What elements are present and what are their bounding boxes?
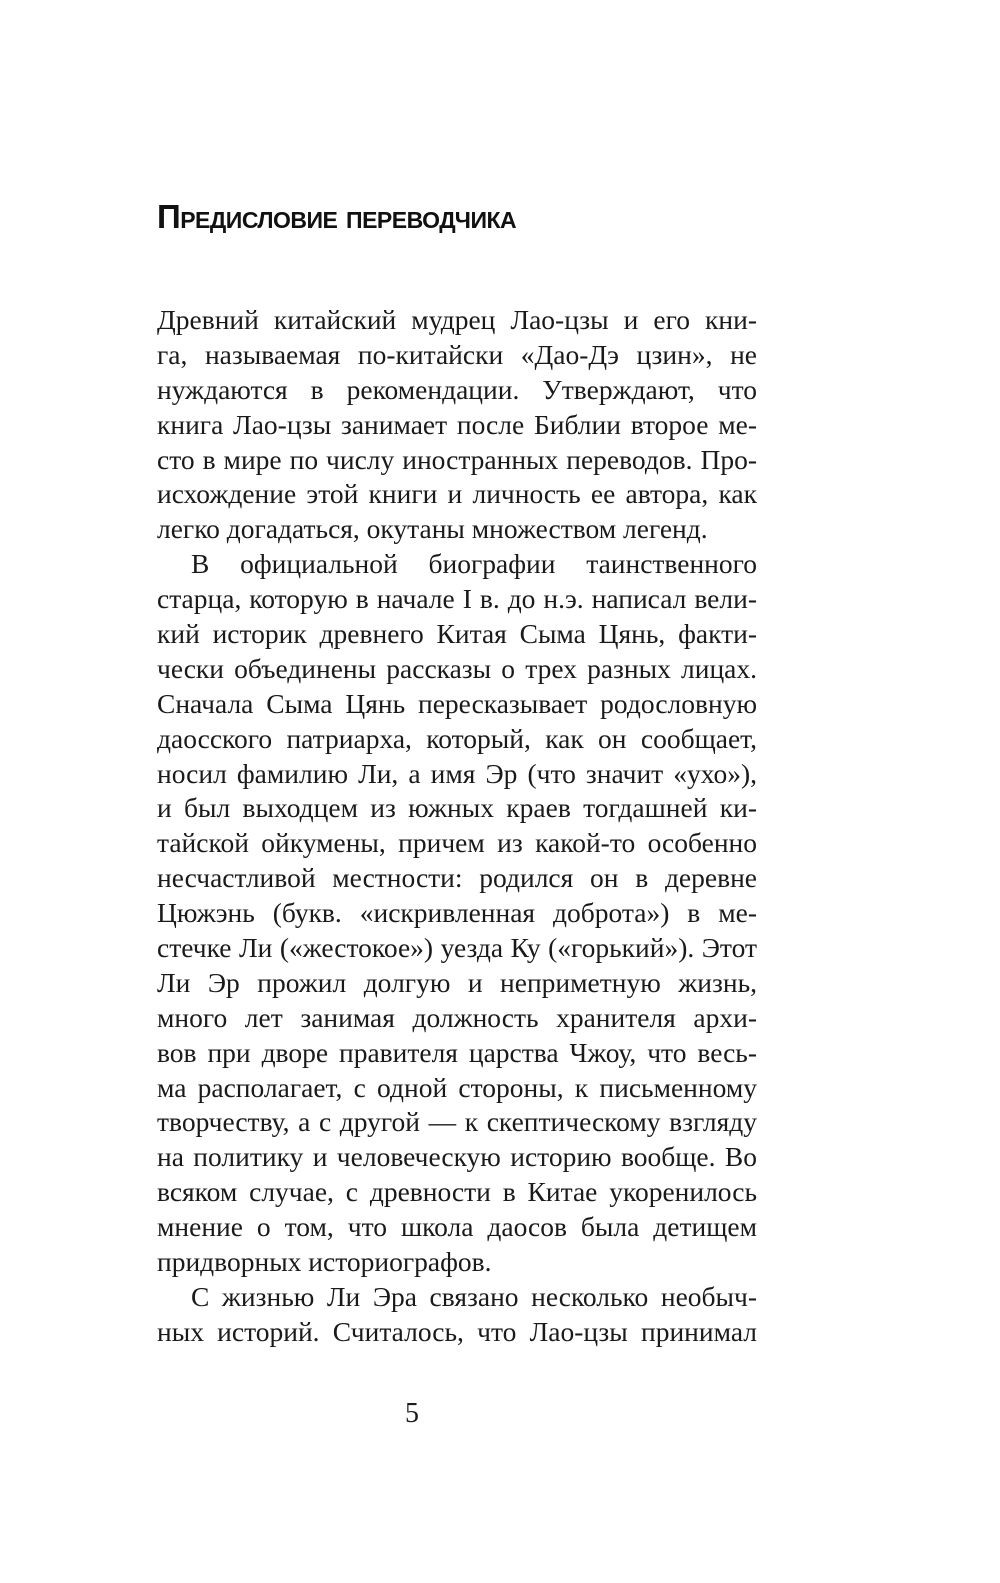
text-line: носил фамилию Ли, а имя Эр (что значит «ухо»), — [157, 757, 757, 789]
text-line: легко догадаться, окутаны множеством легенд. — [157, 513, 708, 545]
page-number: 5 — [405, 1398, 419, 1429]
text-line: стечке Ли («жестокое») уезда Ку («горький»). Этот — [157, 932, 757, 964]
text-line: даосского патриарха, который, как он сообщает, — [157, 722, 757, 754]
text-line: Древний китайский мудрец Лао-цзы и его кни- — [157, 304, 757, 335]
chapter-heading: Предисловие переводчика — [157, 198, 517, 235]
text-line: С жизнью Ли Эра связано несколько необыч- — [191, 1280, 757, 1312]
text-line: сто в мире по числу иностранных переводов. Про- — [157, 443, 757, 475]
text-line: тайской ойкумены, причем из какой-то особенно — [157, 827, 757, 859]
text-line: Цюжэнь (букв. «искривленная доброта») в ме- — [157, 897, 757, 929]
text-line: исхождение этой книги и личность ее автора, как — [157, 478, 757, 510]
text-line: всяком случае, с древности в Китае укоренилось — [157, 1176, 757, 1208]
text-line: Ли Эр прожил долгую и неприметную жизнь, — [157, 966, 757, 998]
text-line: придворных историографов. — [157, 1246, 492, 1278]
text-line: на политику и человеческую историю вообще. Во — [157, 1141, 757, 1173]
body-text — [157, 303, 757, 1350]
text-line: га, называемая по-китайски «Дао-Дэ цзин», не — [157, 338, 757, 370]
text-line: ма располагает, с одной стороны, к письменному — [157, 1071, 757, 1103]
text-line: много лет занимая должность хранителя архи- — [157, 1001, 757, 1033]
text-line: и был выходцем из южных краев тогдашней ки- — [157, 792, 757, 824]
text-line: В официальной биографии таинственного — [191, 548, 757, 580]
text-line: вов при дворе правителя царства Чжоу, что весь- — [157, 1036, 757, 1068]
text-line: ных историй. Считалось, что Лао-цзы принимал — [157, 1315, 757, 1347]
text-line: старца, которую в начале I в. до н.э. написал вели- — [157, 583, 757, 615]
text-line: творчеству, а с другой — к скептическому взгляду — [157, 1106, 757, 1138]
text-line: кий историк древнего Китая Сыма Цянь, факти- — [157, 618, 757, 650]
text-line: чески объединены рассказы о трех разных лицах. — [157, 652, 757, 684]
text-line: несчастливой местности: родился он в деревне — [157, 862, 757, 894]
text-line: книга Лао-цзы занимает после Библии второе ме- — [157, 408, 757, 440]
text-line: мнение о том, что школа даосов была детищем — [157, 1211, 757, 1243]
text-line: Сначала Сыма Цянь пересказывает родословную — [157, 687, 757, 719]
text-line: нуждаются в рекомендации. Утверждают, что — [157, 373, 757, 405]
